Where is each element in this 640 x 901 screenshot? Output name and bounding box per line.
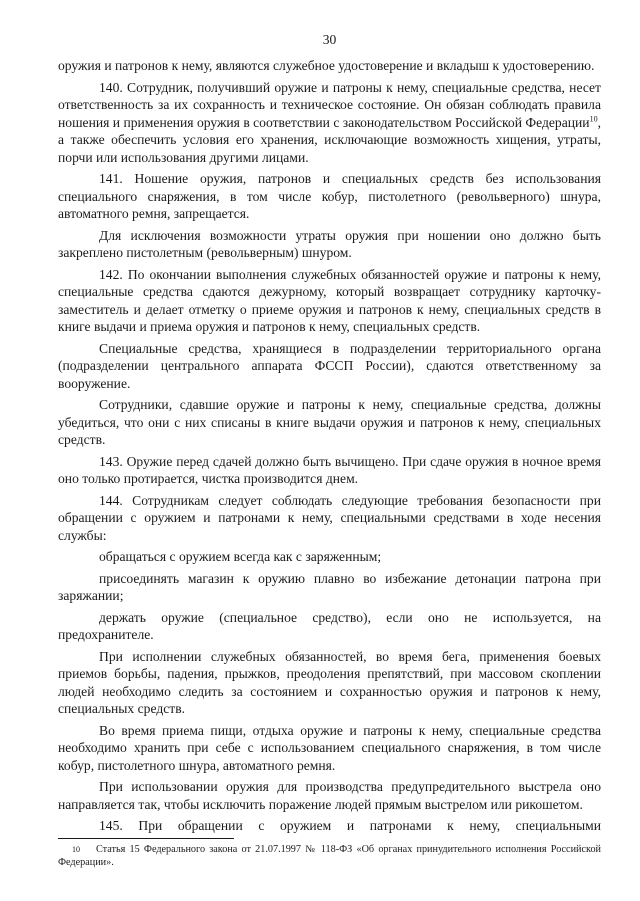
paragraph-meal-rest: Во время приема пищи, отдыха оружие и патроны к нему, специальные средства необходимо хранить при себе с использованием специального снаряжения, в том числе кобур, пистолетного шнура, автоматного ремня. — [58, 722, 601, 773]
footnote-reference[interactable]: 10 — [589, 113, 598, 123]
page-number: 30 — [322, 32, 337, 47]
footnote — [58, 843, 601, 869]
body-text — [58, 57, 601, 835]
paragraph-141-note: Для исключения возможности утраты оружия при ношении оно должно быть закреплено пистолетным (револьверным) шнуром. — [58, 227, 601, 260]
paragraph-142: 142. По окончании выполнения служебных обязанностей оружие и патроны к нему, специальные средства сдаются дежурному, который возвращает сотруднику карточку-заместитель и делает отметку о приеме оружия и патронов к нему, специальных средств в книге выдачи и приема оружия и патронов к нему, специальных средств. — [58, 266, 601, 334]
document-page — [58, 0, 601, 901]
paragraph-142-verification: Сотрудники, сдавшие оружие и патроны к нему, специальные средства, должны убедиться, что они с них списаны в книге выдачи оружия и патронов к нему, специальных средств. — [58, 397, 601, 447]
paragraph-warning-shot: При использовании оружия для производства предупредительного выстрела оно направляется так, чтобы исключить поражение людей прямым выстрелом или рикошетом. — [58, 779, 601, 812]
list-item-loaded: обращаться с оружием всегда как с заряженным; — [99, 549, 382, 564]
footnote-text: Статья 15 Федерального закона от 21.07.1997 № 118-ФЗ «Об органах принудительного исполнения Российской Федерации». — [58, 844, 601, 868]
paragraph-142-special-means: Специальные средства, хранящиеся в подразделении территориального органа (подразделении центрального аппарата ФССП России), сдаются ответственному за вооружение. — [58, 340, 601, 391]
footnote-divider — [58, 838, 234, 839]
list-item-safety: держать оружие (специальное средство), если оно не используется, на предохранителе. — [58, 609, 601, 642]
paragraph-141: 141. Ношение оружия, патронов и специальных средств без использования специального снаряжения, в том числе кобур, пистолетного (револьверного) шнура, автоматного ремня, запрещается. — [58, 171, 601, 221]
footnote-mark: 10 — [72, 845, 80, 854]
paragraph-140-text-before: 140. Сотрудник, получивший оружие и патроны к нему, специальные средства, несет ответственность за их сохранность и техническое состояние. Он обязан соблюдать правила ношения и применения оружия в соответствии с законодательством Российской Федерации — [58, 79, 601, 130]
paragraph-140 — [58, 79, 601, 167]
paragraph-continuation: оружия и патронов к нему, являются служебное удостоверение и вкладыш к удостоверению. — [58, 58, 595, 73]
paragraph-140-text-after: , а также обеспечить условия его хранения, исключающие возможность хищения, утраты, порчи или использования другими лицами. — [58, 114, 601, 165]
paragraph-145: 145. При обращении с оружием и патронами к нему, специальными — [99, 818, 601, 833]
paragraph-duty-care: При исполнении служебных обязанностей, во время бега, применения боевых приемов борьбы, падения, прыжков, преодоления препятствий, при массовом скоплении людей необходимо следить за состоянием и сохранностью оружия и патронов к нему, специальных средств. — [58, 648, 601, 716]
paragraph-144: 144. Сотрудникам следует соблюдать следующие требования безопасности при обращении с оружием и патронами к нему, специальными средствами в ходе несения службы: — [58, 492, 601, 543]
paragraph-143: 143. Оружие перед сдачей должно быть вычищено. При сдаче оружия в ночное время оно только протирается, чистка производится днем. — [58, 453, 601, 486]
list-item-magazine: присоединять магазин к оружию плавно во избежание детонации патрона при заряжании; — [58, 570, 601, 603]
